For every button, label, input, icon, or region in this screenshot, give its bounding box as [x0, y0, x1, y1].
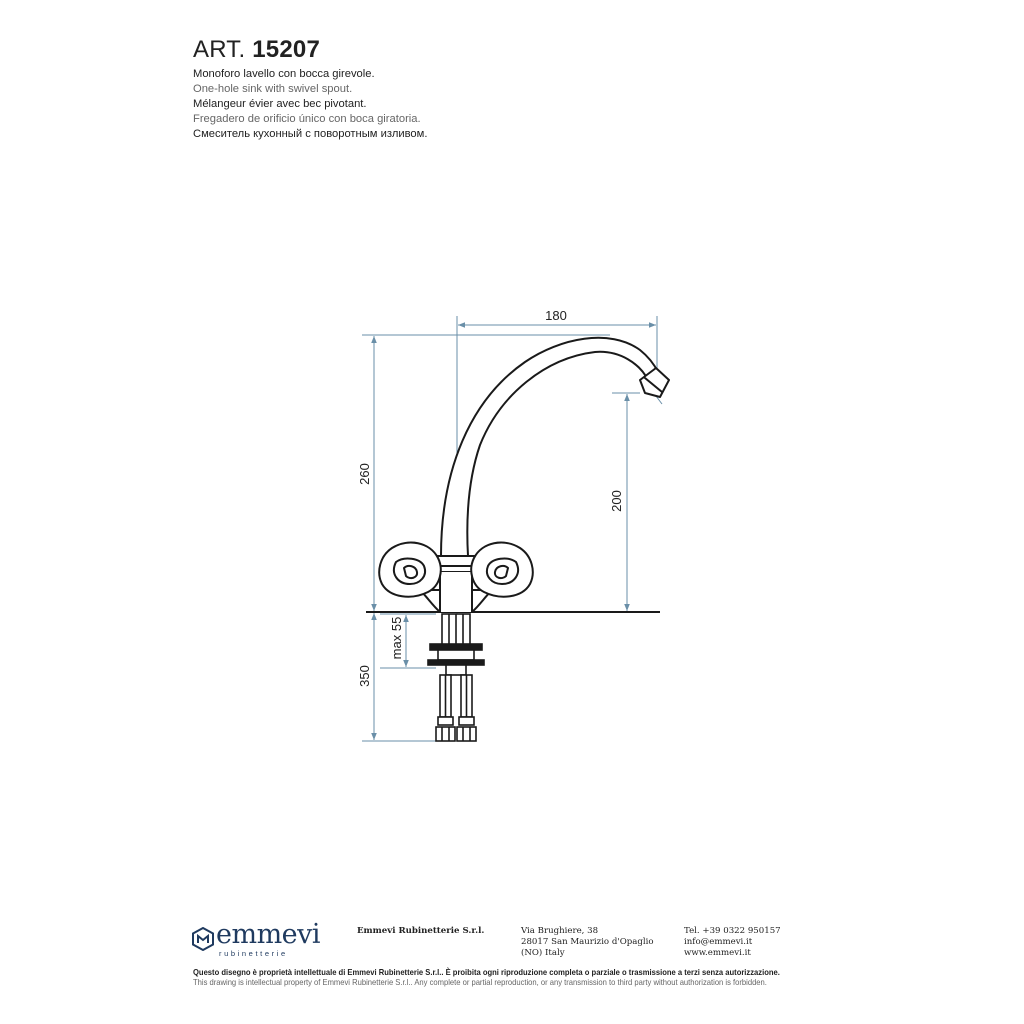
contact-website: www.emmevi.it [684, 948, 751, 958]
description-italian: Monoforo lavello con bocca girevole. [193, 68, 375, 80]
legal-notice-english: This drawing is intellectual property of Emmevi Rubinetterie S.r.l.. Any complete or partial reproduction, or any transmission to third party without authorization is forbidden. [193, 978, 767, 987]
article-prefix: ART. [193, 36, 246, 63]
address-line: Via Brughiere, 38 [521, 926, 599, 936]
dimension-350-label: 350 [357, 665, 372, 687]
body-ring [438, 566, 474, 572]
spout [441, 338, 658, 556]
hose-right-nut [457, 727, 476, 741]
article-number: 15207 [252, 36, 320, 63]
flexible-hoses [436, 675, 476, 741]
dimension-260-label: 260 [357, 463, 372, 485]
description-russian: Смеситель кухонный с поворотным изливом. [193, 128, 428, 140]
dimension-max55-label: max 55 [389, 616, 404, 660]
fixing-washer [430, 644, 482, 650]
contact-email: info@emmevi.it [684, 937, 753, 947]
logo-wordmark: emmevi [216, 919, 321, 950]
address-line: (NO) Italy [521, 948, 565, 958]
description-spanish: Fregadero de orificio único con boca giratoria. [193, 113, 421, 125]
legal-notice-italian: Questo disegno è proprietà intellettuale di Emmevi Rubinetterie S.r.l.. È proibita ogni riproduzione completa o parziale o trasmissione a terzi senza autorizzazione. [193, 968, 780, 977]
description-french: Mélangeur évier avec bec pivotant. [193, 98, 367, 110]
hose-left-ferrule [438, 717, 453, 725]
logo-subtitle: rubinetterie [219, 949, 288, 958]
contact-phone: Tel. +39 0322 950157 [684, 926, 781, 936]
faucet-outline [379, 338, 669, 612]
description-english: One-hole sink with swivel spout. [193, 83, 353, 95]
fixing-kit [428, 614, 484, 675]
address-line: 28017 San Maurizio d'Opaglio [521, 937, 654, 947]
hose-right-ferrule [459, 717, 474, 725]
dimension-180-label: 180 [545, 308, 567, 323]
fixing-nut [438, 650, 474, 660]
hose-left-nut [436, 727, 455, 741]
company-name: Emmevi Rubinetterie S.r.l. [357, 926, 485, 936]
dimension-200-label: 200 [609, 490, 624, 512]
